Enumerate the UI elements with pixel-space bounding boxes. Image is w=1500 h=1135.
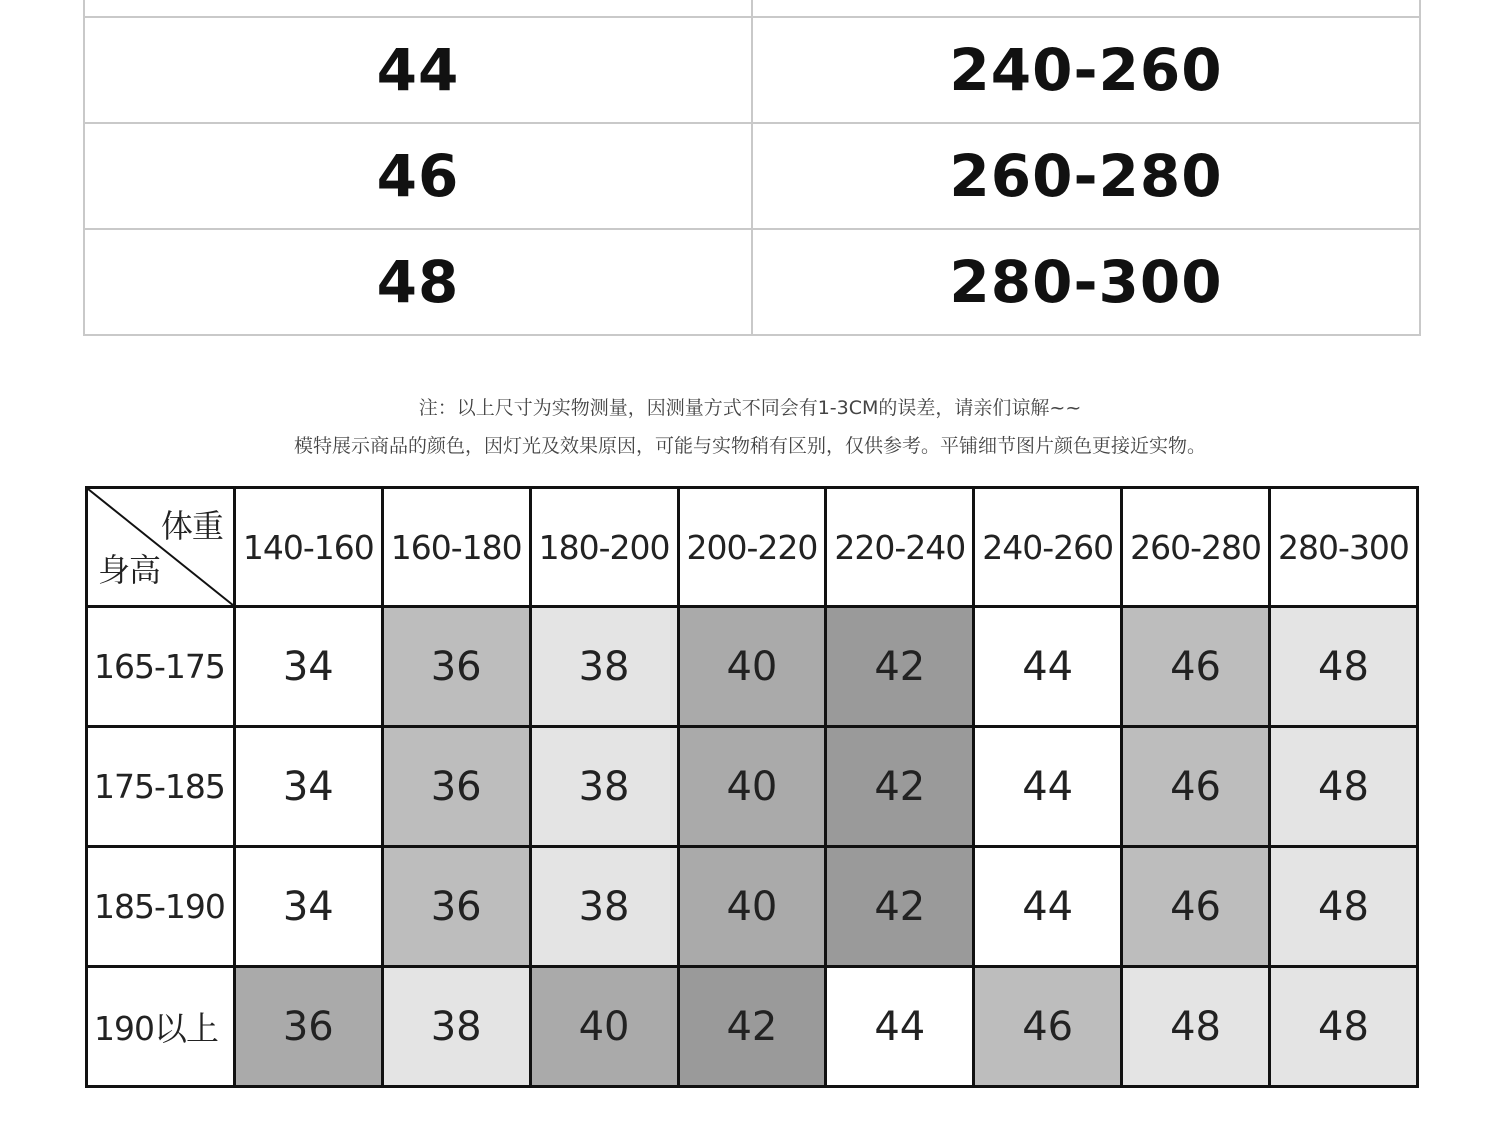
weight-range-header: 180-200 — [530, 488, 678, 607]
size-cell — [84, 0, 752, 17]
size-value-cell: 36 — [382, 847, 530, 967]
weight-range-header: 200-220 — [678, 488, 826, 607]
table-row — [84, 123, 1420, 229]
table-row — [84, 17, 1420, 123]
height-axis-label: 身高 — [98, 551, 161, 589]
size-cell: 46 — [84, 123, 752, 229]
size-cell: 44 — [84, 17, 752, 123]
size-value-cell: 48 — [1270, 847, 1418, 967]
size-value-cell: 36 — [234, 967, 382, 1087]
height-range-label: 190以上 — [87, 967, 235, 1087]
size-value-cell: 48 — [1270, 967, 1418, 1087]
weight-range-header: 140-160 — [234, 488, 382, 607]
size-value-cell: 48 — [1270, 607, 1418, 727]
size-value-cell: 42 — [826, 727, 974, 847]
size-value-cell: 46 — [1122, 607, 1270, 727]
weight-cell: 280-300 — [752, 229, 1420, 335]
weight-range-header: 240-260 — [974, 488, 1122, 607]
size-value-cell: 36 — [382, 727, 530, 847]
size-value-cell: 42 — [678, 967, 826, 1087]
size-value-cell: 34 — [234, 727, 382, 847]
height-row — [87, 727, 1418, 847]
size-cell: 48 — [84, 229, 752, 335]
measurement-note: 注：以上尺寸为实物测量，因测量方式不同会有1-3CM的误差，请亲们谅解~~ — [418, 397, 1082, 419]
weight-header-row — [87, 488, 1418, 607]
weight-cell: 240-260 — [752, 17, 1420, 123]
size-value-cell: 42 — [826, 607, 974, 727]
table-row — [84, 229, 1420, 335]
size-value-cell: 40 — [678, 727, 826, 847]
height-range-label: 165-175 — [87, 607, 235, 727]
corner-header — [87, 488, 235, 607]
color-note: 模特展示商品的颜色，因灯光及效果原因，可能与实物稍有区别，仅供参考。平铺细节图片颜色更接近实物。 — [293, 435, 1206, 457]
size-value-cell: 34 — [234, 847, 382, 967]
size-value-cell: 40 — [530, 967, 678, 1087]
height-row — [87, 847, 1418, 967]
height-row — [87, 607, 1418, 727]
table-row — [84, 0, 1420, 17]
size-value-cell: 38 — [530, 607, 678, 727]
size-chart-grid — [85, 486, 1419, 1088]
size-value-cell: 40 — [678, 607, 826, 727]
size-value-cell: 44 — [974, 607, 1122, 727]
size-value-cell: 48 — [1270, 727, 1418, 847]
weight-range-header: 280-300 — [1270, 488, 1418, 607]
size-value-cell: 46 — [974, 967, 1122, 1087]
size-weight-table — [83, 0, 1421, 336]
size-value-cell: 40 — [678, 847, 826, 967]
height-range-label: 175-185 — [87, 727, 235, 847]
size-value-cell: 44 — [826, 967, 974, 1087]
size-value-cell: 46 — [1122, 847, 1270, 967]
size-value-cell: 46 — [1122, 727, 1270, 847]
size-value-cell: 44 — [974, 727, 1122, 847]
size-value-cell: 38 — [382, 967, 530, 1087]
weight-range-header: 160-180 — [382, 488, 530, 607]
size-value-cell: 44 — [974, 847, 1122, 967]
height-row — [87, 967, 1418, 1087]
height-range-label: 185-190 — [87, 847, 235, 967]
weight-cell — [752, 0, 1420, 17]
size-value-cell: 36 — [382, 607, 530, 727]
weight-cell: 260-280 — [752, 123, 1420, 229]
size-value-cell: 48 — [1122, 967, 1270, 1087]
size-value-cell: 34 — [234, 607, 382, 727]
size-value-cell: 38 — [530, 727, 678, 847]
size-value-cell: 42 — [826, 847, 974, 967]
size-value-cell: 38 — [530, 847, 678, 967]
weight-axis-label: 体重 — [160, 507, 223, 545]
weight-range-header: 220-240 — [826, 488, 974, 607]
weight-range-header: 260-280 — [1122, 488, 1270, 607]
